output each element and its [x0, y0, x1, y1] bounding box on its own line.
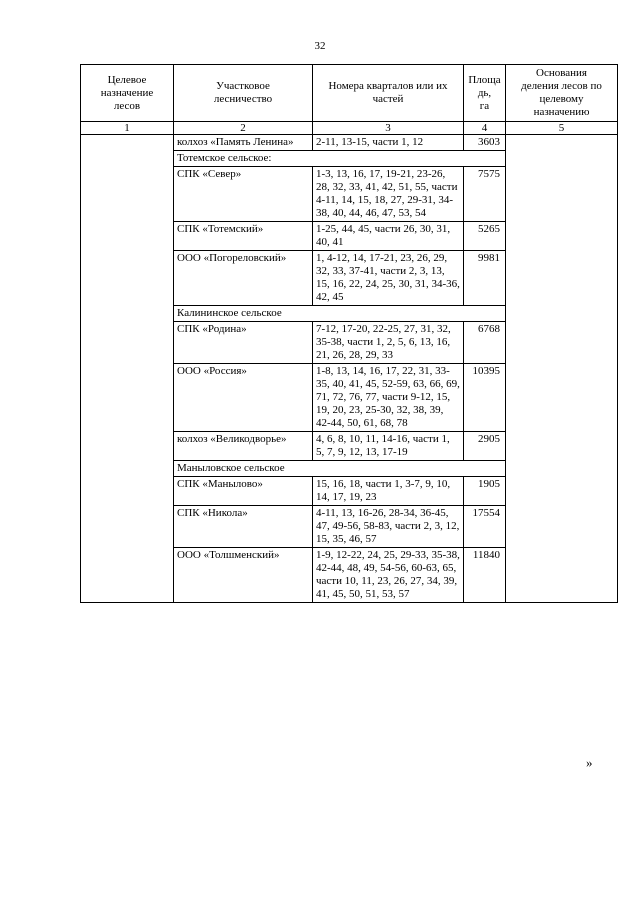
area-value: 9981 — [464, 251, 506, 306]
forestry-name: ООО «Погореловский» — [174, 251, 313, 306]
column-number: 3 — [313, 122, 464, 135]
quarter-numbers: 1-8, 13, 14, 16, 17, 22, 31, 33-35, 40, 41, 45, 52-59, 63, 66, 69, 71, 72, 76, 77, части 9-12, 15, 19, 20, 23, 25-30, 32, 38, 39, 42-44, 50, 61, 68, 78 — [313, 364, 464, 432]
forestry-name: СПК «Тотемский» — [174, 222, 313, 251]
area-value: 5265 — [464, 222, 506, 251]
forestry-name: ООО «Толшменский» — [174, 548, 313, 603]
forestry-name: колхоз «Память Ленина» — [174, 135, 313, 151]
header-purpose: Целевое назначение лесов — [81, 65, 174, 122]
quarter-numbers: 15, 16, 18, части 1, 3-7, 9, 10, 14, 17, 19, 23 — [313, 477, 464, 506]
page-number: 32 — [314, 40, 326, 52]
closing-quote-mark: » — [586, 755, 593, 770]
area-value: 2905 — [464, 432, 506, 461]
forestry-name: СПК «Родина» — [174, 322, 313, 364]
header-forestry: Участковое лесничество — [174, 65, 313, 122]
area-value: 7575 — [464, 167, 506, 222]
column-number-row — [81, 122, 618, 135]
section-label: Калининское сельское — [174, 306, 506, 322]
basis-cell — [506, 135, 618, 603]
area-value: 17554 — [464, 506, 506, 548]
table-body — [81, 135, 618, 603]
quarter-numbers: 7-12, 17-20, 22-25, 27, 31, 32, 35-38, части 1, 2, 5, 6, 13, 16, 21, 26, 28, 29, 33 — [313, 322, 464, 364]
forestry-name: ООО «Россия» — [174, 364, 313, 432]
forestry-name: СПК «Никола» — [174, 506, 313, 548]
quarter-numbers: 2-11, 13-15, части 1, 12 — [313, 135, 464, 151]
area-value: 1905 — [464, 477, 506, 506]
column-number: 4 — [464, 122, 506, 135]
forest-purpose-table — [80, 64, 618, 603]
section-label: Маныловское сельское — [174, 461, 506, 477]
quarter-numbers: 1-25, 44, 45, части 26, 30, 31, 40, 41 — [313, 222, 464, 251]
quarter-numbers: 1, 4-12, 14, 17-21, 23, 26, 29, 32, 33, 37-41, части 2, 3, 13, 15, 16, 22, 24, 25, 30, 31, 34-36, 42, 45 — [313, 251, 464, 306]
column-number: 1 — [81, 122, 174, 135]
table-header-row — [81, 65, 618, 122]
forestry-name: колхоз «Великодворье» — [174, 432, 313, 461]
table-row — [81, 135, 618, 151]
area-value: 10395 — [464, 364, 506, 432]
header-area: Площа дь, га — [464, 65, 506, 122]
column-number: 5 — [506, 122, 618, 135]
header-basis: Основания деления лесов по целевому назначению — [506, 65, 618, 122]
quarter-numbers: 1-9, 12-22, 24, 25, 29-33, 35-38, 42-44, 48, 49, 54-56, 60-63, 65, части 10, 11, 23, 26, 27, 34, 39, 41, 45, 50, 51, 53, 57 — [313, 548, 464, 603]
area-value: 11840 — [464, 548, 506, 603]
section-label: Тотемское сельское: — [174, 151, 506, 167]
quarter-numbers: 4, 6, 8, 10, 11, 14-16, части 1, 5, 7, 9, 12, 13, 17-19 — [313, 432, 464, 461]
purpose-cell — [81, 135, 174, 603]
quarter-numbers: 1-3, 13, 16, 17, 19-21, 23-26, 28, 32, 33, 41, 42, 51, 55, части 4-11, 14, 15, 18, 27, 29-31, 34-38, 40, 44, 46, 47, 53, 54 — [313, 167, 464, 222]
header-quarters: Номера кварталов или их частей — [313, 65, 464, 122]
forestry-name: СПК «Север» — [174, 167, 313, 222]
area-value: 3603 — [464, 135, 506, 151]
area-value: 6768 — [464, 322, 506, 364]
forestry-name: СПК «Манылово» — [174, 477, 313, 506]
column-number: 2 — [174, 122, 313, 135]
quarter-numbers: 4-11, 13, 16-26, 28-34, 36-45, 47, 49-56, 58-83, части 2, 3, 12, 15, 35, 46, 57 — [313, 506, 464, 548]
